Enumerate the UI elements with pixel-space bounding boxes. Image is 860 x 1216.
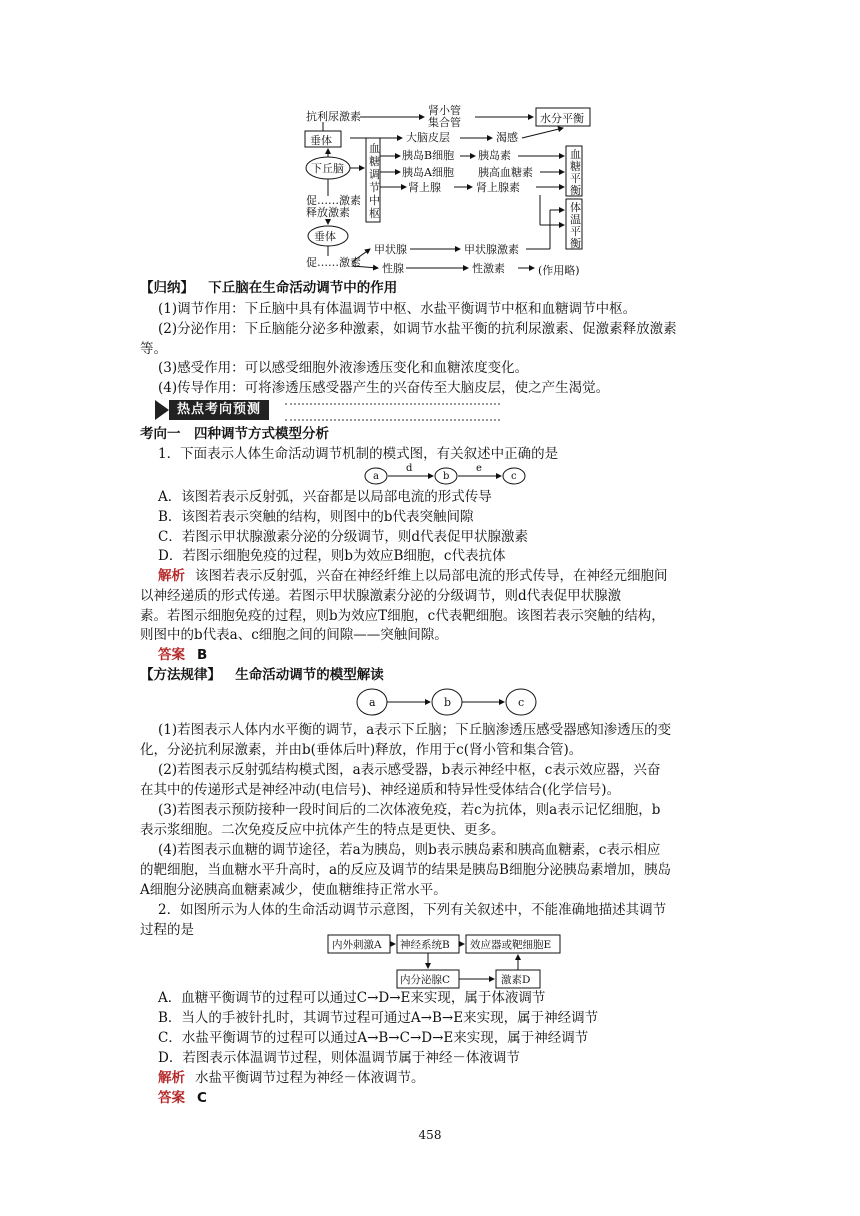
q1-answer-value: B xyxy=(197,647,208,663)
q1-analysis-label: 解析 xyxy=(158,568,185,584)
d1-pituitary: 垂体 xyxy=(310,134,332,147)
d1-thyroxine: 甲状腺激素 xyxy=(464,243,519,256)
banner-dots xyxy=(285,403,500,421)
d1-islet-a: 胰岛A细胞 xyxy=(402,166,454,179)
d1-center-6: 枢 xyxy=(369,207,380,220)
d1-center-5: 中 xyxy=(369,194,380,207)
q1-diagram xyxy=(362,463,532,487)
q2-analysis-label: 解析 xyxy=(158,1070,185,1086)
d1-sex-hormone: 性激素 xyxy=(472,262,505,275)
method-heading: 生命活动调节的模型解读 xyxy=(235,667,384,683)
q1-analysis-line2: 以神经递质的形式传递。若图示甲状腺激素分泌的分级调节，则d代表促甲状腺激 xyxy=(140,588,622,604)
hot-topic-label: 热点考向预测 xyxy=(169,400,269,420)
summary-p2b: 等。 xyxy=(140,341,167,357)
q1-stem: 1．下面表示人体生命活动调节机制的模式图，有关叙述中正确的是 xyxy=(158,446,559,462)
d1-glucagon: 胰高血糖素 xyxy=(478,166,533,179)
d1-temp-1: 体 xyxy=(570,201,581,214)
q2-stem1: 2．如图所示为人体的生命活动调节示意图，下列有关叙述中，不能准确地描述其调节 xyxy=(158,902,667,918)
method-tag: 【方法规律】 xyxy=(140,667,221,683)
summary-p2a: (2)分泌作用：下丘脑能分泌多种激素，如调节水盐平衡的抗利尿激素、促激素释放激素 xyxy=(158,321,677,337)
q2-box-a: 内外刺激A xyxy=(332,939,382,951)
q2-box-d: 激素D xyxy=(501,974,531,986)
q2-analysis xyxy=(158,1069,758,1088)
d1-adrenal: 肾上腺 xyxy=(408,181,441,194)
q1-analysis-line3: 素。若图示细胞免疫的过程，则b为效应T细胞，c代表靶细胞。该图若表示突触的结构， xyxy=(140,608,665,624)
q1-node-c: c xyxy=(511,471,517,482)
banner-arrow-icon xyxy=(155,400,169,420)
d1-hypothalamus: 下丘脑 xyxy=(311,162,344,175)
q1-edge-e: e xyxy=(476,463,482,474)
q1-answer-label: 答案 xyxy=(158,647,185,663)
d1-cortex: 大脑皮层 xyxy=(406,131,450,144)
q1-answer xyxy=(158,646,758,665)
method-node-b: b xyxy=(444,696,452,709)
d1-tubule1: 肾小管 xyxy=(428,104,461,117)
q2-option-a: A．血糖平衡调节的过程可以通过C→D→E来实现，属于体液调节 xyxy=(158,990,546,1006)
q2-box-e: 效应器或靶细胞E xyxy=(470,939,552,951)
q2-option-d: D．若图表示体温调节过程，则体温调节属于神经－体液调节 xyxy=(158,1050,520,1066)
hot-topic-banner xyxy=(155,400,500,420)
q1-node-b: b xyxy=(443,471,450,482)
q2-box-b: 神经系统B xyxy=(400,939,450,951)
q2-answer-value: C xyxy=(197,1090,207,1106)
direction-one-text: 考向一 四种调节方式模型分析 xyxy=(140,426,329,442)
q2-stem2: 过程的是 xyxy=(140,922,194,938)
d1-releasing2: 释放激素 xyxy=(306,206,350,219)
method-node-a: a xyxy=(369,696,376,709)
d1-omitted: (作用略) xyxy=(538,264,580,277)
q1-edge-d: d xyxy=(406,463,413,474)
page-number: 458 xyxy=(418,1128,442,1142)
d1-antidiuretic: 抗利尿激素 xyxy=(306,110,361,123)
q1-analysis-line1 xyxy=(158,567,758,586)
q1-option-c: C．若图示甲状腺激素分泌的分级调节，则d代表促甲状腺激素 xyxy=(158,529,528,545)
d1-sugar-2: 糖 xyxy=(570,160,581,173)
method-title xyxy=(140,666,740,685)
q2-option-c: C．水盐平衡调节的过程可以通过A→B→C→D→E来实现，属于神经调节 xyxy=(158,1030,589,1046)
hypothalamus-diagram xyxy=(300,100,600,280)
q1-analysis-line4: 则图中的b代表a、c细胞之间的间隙——突触间隙。 xyxy=(140,627,448,643)
method-p3a: (3)若图表示预防接种一段时间后的二次体液免疫，若c为抗体，则a表示记忆细胞，b xyxy=(158,802,661,818)
summary-tag: 【归纳】 xyxy=(140,280,194,296)
q2-answer xyxy=(158,1089,758,1108)
q1-option-b: B．该图若表示突触的结构，则图中的b代表突触间隙 xyxy=(158,509,474,525)
d1-temp-3: 平 xyxy=(570,225,581,238)
d1-tubule2: 集合管 xyxy=(428,116,461,129)
d1-gonad: 性腺 xyxy=(382,262,404,275)
q2-analysis-text: 水盐平衡调节过程为神经－体液调节。 xyxy=(195,1070,425,1086)
d1-sugar-3: 平 xyxy=(570,172,581,185)
d1-sugar-1: 血 xyxy=(570,148,581,161)
summary-heading: 下丘脑在生命活动调节中的作用 xyxy=(208,280,398,296)
q1-option-d: D．若图示细胞免疫的过程，则b为效应B细胞，c代表抗体 xyxy=(158,548,506,564)
d1-water-balance: 水分平衡 xyxy=(540,112,584,125)
d1-insulin: 胰岛素 xyxy=(478,149,511,162)
q2-answer-label: 答案 xyxy=(158,1090,185,1106)
q2-box-c: 内分泌腺C xyxy=(400,974,451,986)
d1-temp-2: 温 xyxy=(570,213,581,226)
d1-sugar-4: 衡 xyxy=(570,184,581,197)
d1-adrenaline: 肾上腺素 xyxy=(476,181,520,194)
method-p4b: 的靶细胞，当血糖水平升高时，a的反应及调节的结果是胰岛B细胞分泌胰岛素增加，胰岛 xyxy=(140,862,671,878)
method-node-c: c xyxy=(518,696,525,709)
method-p4c: A细胞分泌胰高血糖素减少，使血糖维持正常水平。 xyxy=(140,882,447,898)
d1-releasing1: 促……激素 xyxy=(306,194,361,207)
d1-center-1: 血 xyxy=(369,142,380,155)
summary-p1: (1)调节作用：下丘脑中具有体温调节中枢、水盐平衡调节中枢和血糖调节中枢。 xyxy=(158,301,637,317)
d1-promoting: 促……激素 xyxy=(306,256,361,269)
method-diagram xyxy=(355,686,540,718)
summary-p4: (4)传导作用：可将渗透压感受器产生的兴奋传至大脑皮层，使之产生渴觉。 xyxy=(158,380,610,396)
d1-thirst: 渴感 xyxy=(496,131,518,144)
summary-title xyxy=(140,279,740,298)
q1-option-a: A．该图若表示反射弧，兴奋都是以局部电流的形式传导 xyxy=(158,489,492,505)
d1-pituitary2: 垂体 xyxy=(314,230,336,243)
q2-diagram xyxy=(325,932,565,990)
summary-p3: (3)感受作用：可以感受细胞外液渗透压变化和血糖浓度变化。 xyxy=(158,360,529,376)
d1-temp-4: 衡 xyxy=(570,237,581,250)
d1-thyroid: 甲状腺 xyxy=(374,243,407,256)
method-p2b: 在其中的传递形式是神经冲动(电信号)、神经递质和特异性受体结合(化学信号)。 xyxy=(140,782,621,798)
method-p1a: (1)若图表示人体内水平衡的调节，a表示下丘脑；下丘脑渗透压感受器感知渗透压的变 xyxy=(158,722,672,738)
q1-node-a: a xyxy=(373,471,379,482)
method-p4a: (4)若图表示血糖的调节途径，若a为胰岛，则b表示胰岛素和胰高血糖素，c表示相应 xyxy=(158,842,661,858)
d1-center-4: 节 xyxy=(369,181,380,194)
method-p1b: 化，分泌抗利尿激素，并由b(垂体后叶)释放，作用于c(肾小管和集合管)。 xyxy=(140,742,583,758)
d1-center-3: 调 xyxy=(369,168,380,181)
method-p2a: (2)若图表示反射弧结构模式图，a表示感受器，b表示神经中枢，c表示效应器，兴奋 xyxy=(158,762,661,778)
direction-one-title xyxy=(140,425,740,444)
q1-analysis-text1: 该图若表示反射弧，兴奋在神经纤维上以局部电流的形式传导，在神经元细胞间 xyxy=(195,568,668,584)
method-p3b: 表示浆细胞。二次免疫反应中抗体产生的特点是更快、更多。 xyxy=(140,822,505,838)
q2-option-b: B．当人的手被针扎时，其调节过程可通过A→B→E来实现，属于神经调节 xyxy=(158,1010,599,1026)
d1-islet-b: 胰岛B细胞 xyxy=(402,149,455,162)
d1-center-2: 糖 xyxy=(369,155,380,168)
